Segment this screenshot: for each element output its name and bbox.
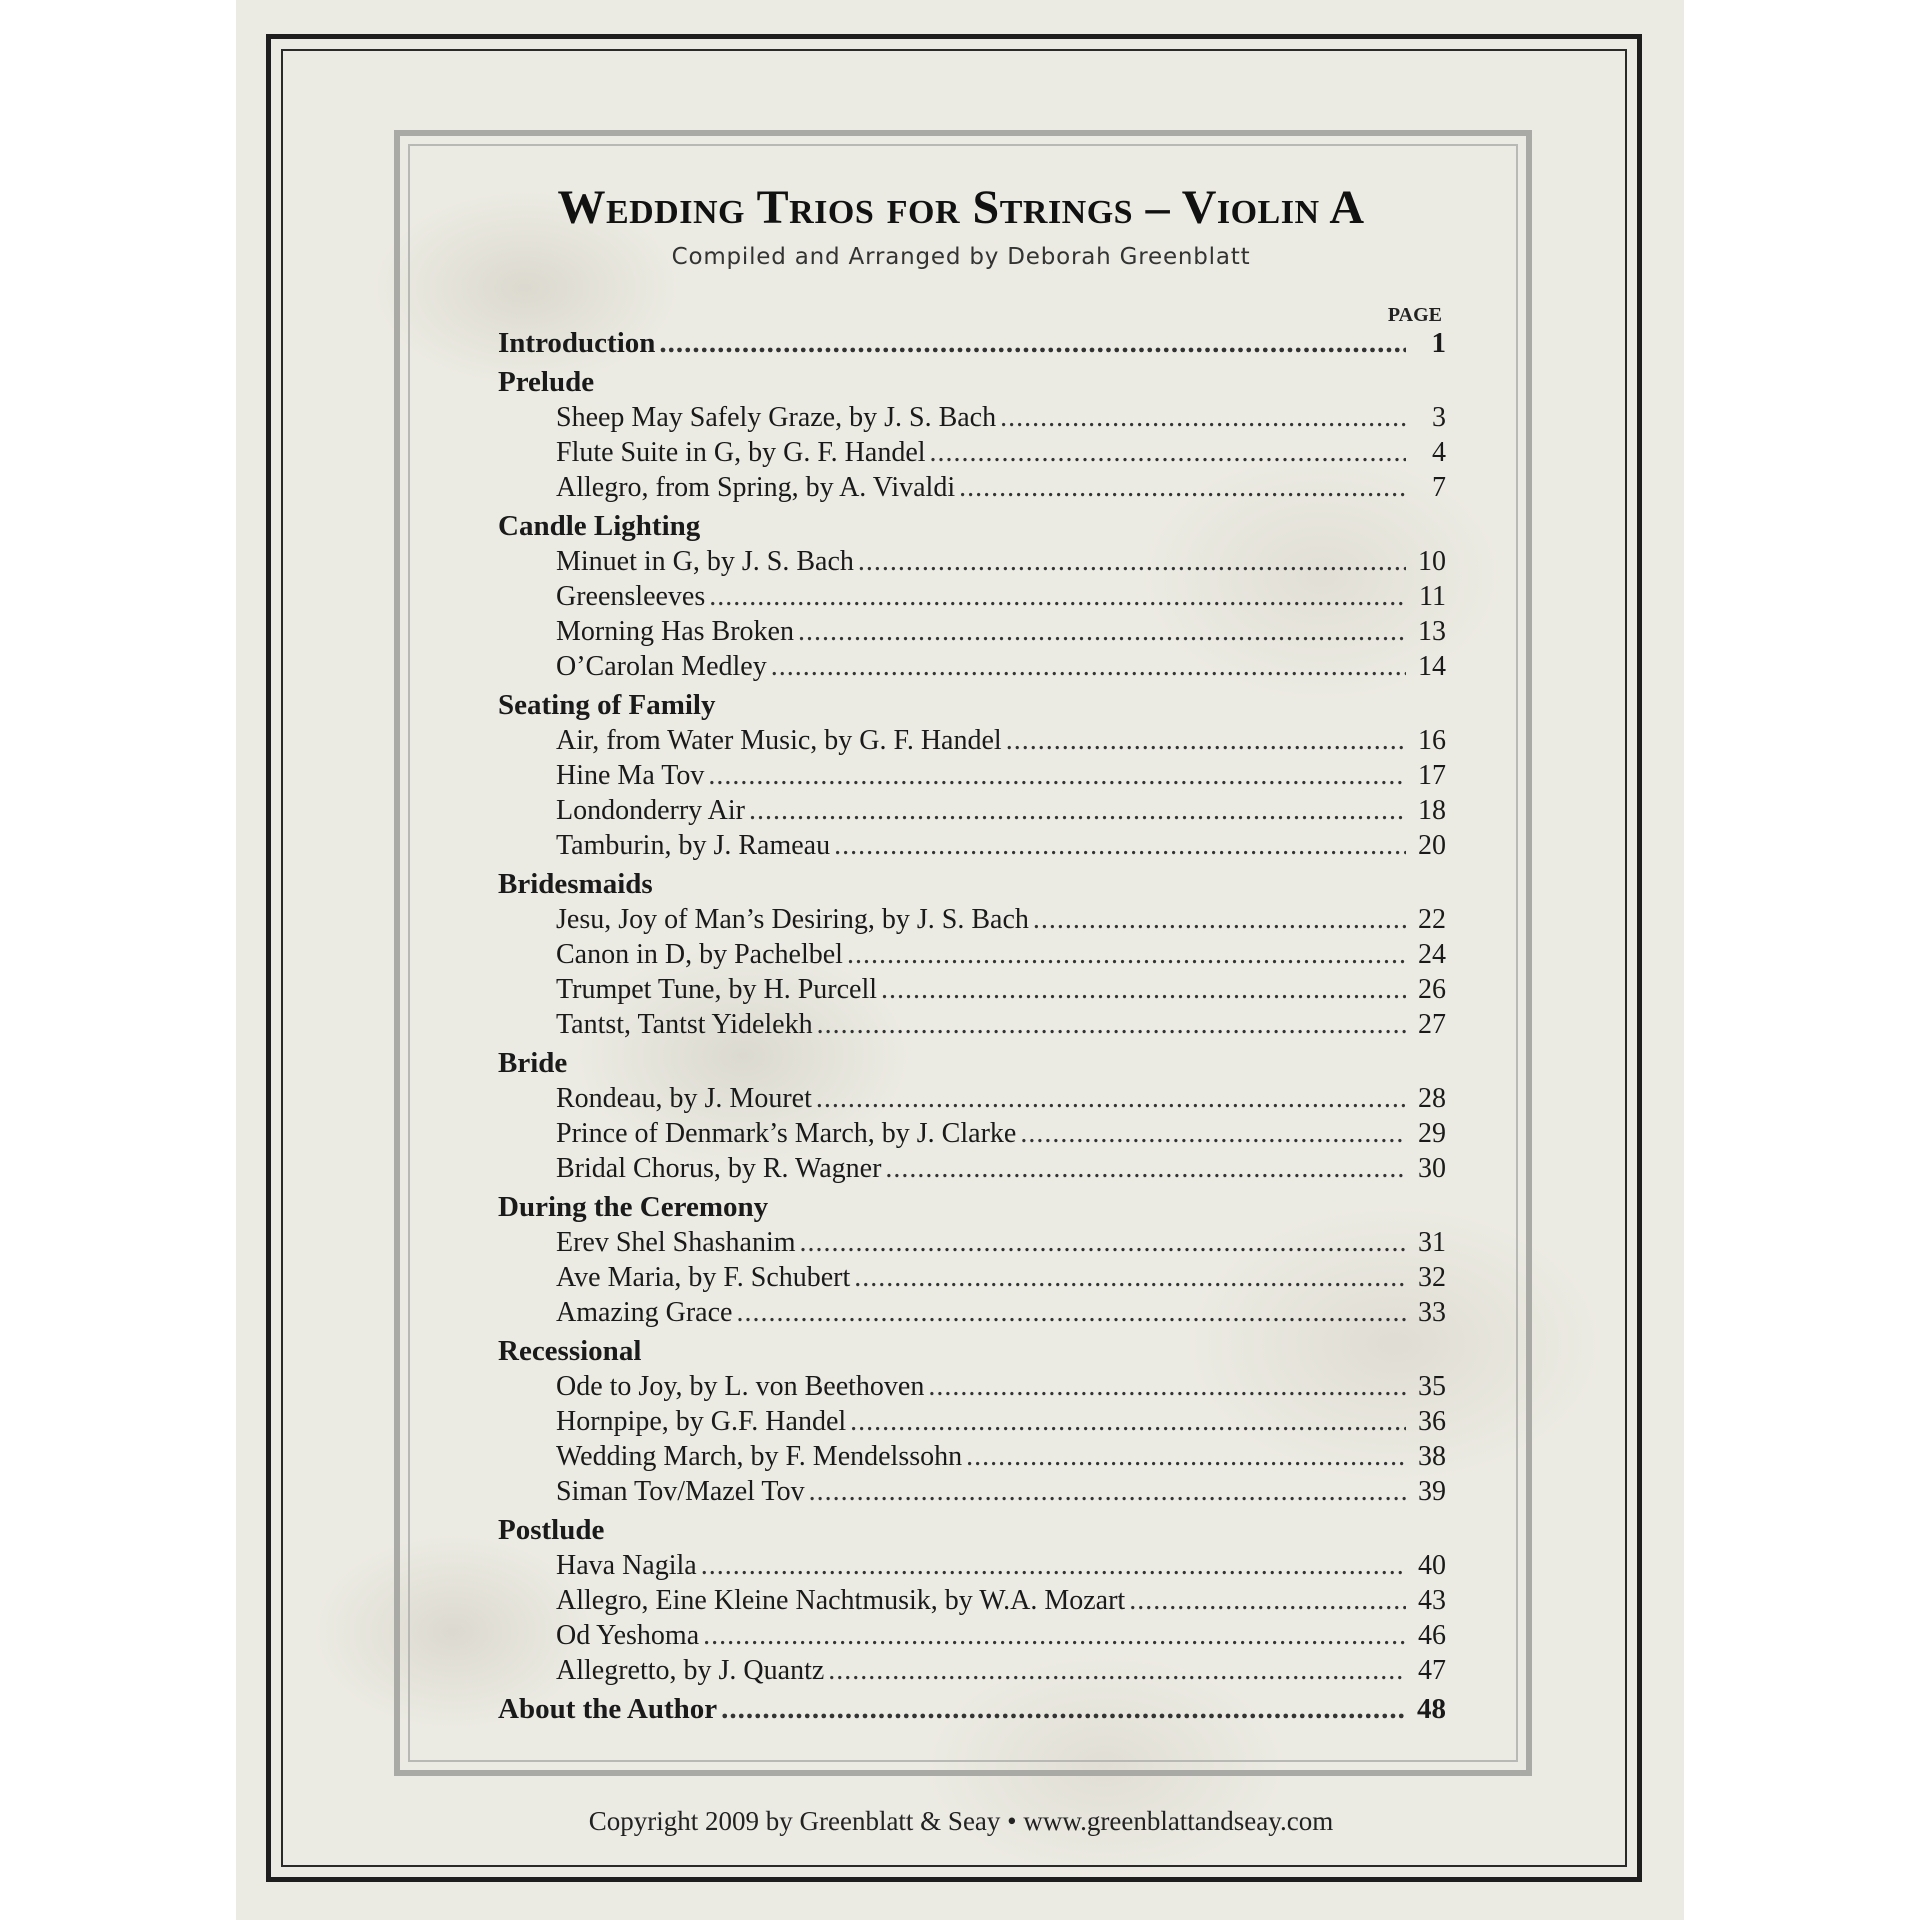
page-title: Wedding Trios for Strings – Violin A bbox=[557, 181, 1365, 234]
toc-page-number: 28 bbox=[1418, 1083, 1446, 1114]
toc-page-number: 22 bbox=[1418, 904, 1446, 935]
copyright-footer: Copyright 2009 by Greenblatt & Seay • www.greenblattandseay.com bbox=[588, 1806, 1334, 1836]
toc-entry-title: O’Carolan Medley bbox=[556, 651, 767, 682]
dot-leader bbox=[1129, 1583, 1406, 1618]
dot-leader bbox=[850, 1404, 1406, 1439]
toc-entry-title: Ode to Joy, by L. von Beethoven bbox=[556, 1371, 925, 1402]
dot-leader bbox=[721, 1692, 1406, 1727]
dot-leader bbox=[858, 544, 1406, 579]
toc-page-number: 35 bbox=[1418, 1371, 1446, 1402]
toc-entry bbox=[498, 1007, 1446, 1042]
toc-entry bbox=[498, 902, 1446, 937]
toc-entry-title: Tantst, Tantst Yidelekh bbox=[556, 1009, 813, 1040]
dot-leader bbox=[1020, 1116, 1406, 1151]
toc-entry-title: Amazing Grace bbox=[556, 1297, 733, 1328]
dot-leader bbox=[1033, 902, 1406, 937]
toc-entry bbox=[498, 435, 1446, 470]
toc-page-number: 24 bbox=[1418, 939, 1446, 970]
toc-page-number: 46 bbox=[1418, 1620, 1446, 1651]
dot-leader bbox=[881, 972, 1406, 1007]
toc-section bbox=[498, 1513, 1446, 1688]
toc-entry bbox=[498, 1295, 1446, 1330]
toc-section-heading: Candle Lighting bbox=[498, 510, 701, 542]
toc-entry-title: Allegretto, by J. Quantz bbox=[556, 1655, 825, 1686]
dot-leader bbox=[708, 758, 1406, 793]
toc-page-number: 29 bbox=[1418, 1118, 1446, 1149]
toc-entry-title: Ave Maria, by F. Schubert bbox=[556, 1262, 851, 1293]
table-of-contents bbox=[498, 322, 1446, 1727]
toc-section-heading: Bride bbox=[498, 1047, 568, 1079]
toc-entry bbox=[498, 793, 1446, 828]
toc-page-number: 3 bbox=[1432, 402, 1446, 433]
toc-page-number: 20 bbox=[1418, 830, 1446, 861]
toc-page-number: 26 bbox=[1418, 974, 1446, 1005]
toc-section-heading: During the Ceremony bbox=[498, 1191, 769, 1223]
toc-page-number: 38 bbox=[1418, 1441, 1446, 1472]
dot-leader bbox=[817, 1007, 1406, 1042]
toc-entry-title: Rondeau, by J. Mouret bbox=[556, 1083, 812, 1114]
toc-section bbox=[498, 1190, 1446, 1330]
toc-page-number: 1 bbox=[1431, 327, 1446, 359]
toc-entry-title: Allegro, from Spring, by A. Vivaldi bbox=[556, 472, 956, 503]
toc-page-number: 33 bbox=[1418, 1297, 1446, 1328]
toc-entry bbox=[498, 1116, 1446, 1151]
toc-entry-title: Jesu, Joy of Man’s Desiring, by J. S. Bach bbox=[556, 904, 1029, 935]
toc-section-heading: Recessional bbox=[498, 1335, 642, 1367]
toc-section bbox=[498, 867, 1446, 1042]
dot-leader bbox=[800, 1225, 1406, 1260]
toc-section-heading: Seating of Family bbox=[498, 689, 716, 721]
toc-entry-title: Flute Suite in G, by G. F. Handel bbox=[556, 437, 926, 468]
toc-page-number: 31 bbox=[1418, 1227, 1446, 1258]
toc-entry-title: Sheep May Safely Graze, by J. S. Bach bbox=[556, 402, 997, 433]
toc-page-number: 16 bbox=[1418, 725, 1446, 756]
toc-entry bbox=[498, 1369, 1446, 1404]
toc-entry-title: Hava Nagila bbox=[556, 1550, 697, 1581]
toc-entry-title: Tamburin, by J. Rameau bbox=[556, 830, 831, 861]
toc-entry-title: Erev Shel Shashanim bbox=[556, 1227, 796, 1258]
toc-entry bbox=[498, 1474, 1446, 1509]
dot-leader bbox=[816, 1081, 1406, 1116]
toc-entry bbox=[498, 470, 1446, 505]
toc-entry bbox=[498, 1151, 1446, 1186]
toc-entry bbox=[498, 1439, 1446, 1474]
toc-entry-title: Morning Has Broken bbox=[556, 616, 794, 647]
document-page bbox=[236, 0, 1684, 1920]
dot-leader bbox=[703, 1618, 1406, 1653]
toc-section-row bbox=[498, 326, 1446, 361]
toc-entry bbox=[498, 579, 1446, 614]
dot-leader bbox=[809, 1474, 1406, 1509]
toc-page-number: 32 bbox=[1418, 1262, 1446, 1293]
dot-leader bbox=[709, 579, 1406, 614]
toc-page-number: 17 bbox=[1418, 760, 1446, 791]
dot-leader bbox=[749, 793, 1406, 828]
dot-leader bbox=[930, 435, 1406, 470]
dot-leader bbox=[854, 1260, 1406, 1295]
toc-entry-title: Prince of Denmark’s March, by J. Clarke bbox=[556, 1118, 1017, 1149]
dot-leader bbox=[701, 1548, 1406, 1583]
dot-leader bbox=[771, 649, 1406, 684]
toc-section bbox=[498, 688, 1446, 863]
toc-page-number: 18 bbox=[1418, 795, 1446, 826]
toc-entry bbox=[498, 828, 1446, 863]
dot-leader bbox=[847, 937, 1406, 972]
dot-leader bbox=[966, 1439, 1406, 1474]
toc-page-number: 39 bbox=[1418, 1476, 1446, 1507]
dot-leader bbox=[834, 828, 1406, 863]
toc-entry-title: Canon in D, by Pachelbel bbox=[556, 939, 843, 970]
dot-leader bbox=[1000, 400, 1406, 435]
toc-section bbox=[498, 1334, 1446, 1509]
toc-page-number: 43 bbox=[1418, 1585, 1446, 1616]
toc-entry-title: Trumpet Tune, by H. Purcell bbox=[556, 974, 878, 1005]
toc-section-row bbox=[498, 1692, 1446, 1727]
toc-entry bbox=[498, 1618, 1446, 1653]
dot-leader bbox=[928, 1369, 1406, 1404]
page-subtitle: Compiled and Arranged by Deborah Greenblatt bbox=[671, 244, 1251, 270]
toc-entry-title: Siman Tov/Mazel Tov bbox=[556, 1476, 805, 1507]
toc-section-heading: Prelude bbox=[498, 366, 595, 398]
toc-entry-title: Air, from Water Music, by G. F. Handel bbox=[556, 725, 1002, 756]
toc-section bbox=[498, 365, 1446, 505]
toc-page-number: 7 bbox=[1432, 472, 1446, 503]
toc-entry bbox=[498, 614, 1446, 649]
toc-entry-title: Od Yeshoma bbox=[556, 1620, 700, 1651]
toc-page-number: 47 bbox=[1418, 1655, 1446, 1686]
toc-page-number: 36 bbox=[1418, 1406, 1446, 1437]
toc-entry bbox=[498, 937, 1446, 972]
toc-entry-title: Hine Ma Tov bbox=[556, 760, 705, 791]
dot-leader bbox=[1006, 723, 1406, 758]
toc-entry-title: Bridal Chorus, by R. Wagner bbox=[556, 1153, 882, 1184]
dot-leader bbox=[885, 1151, 1406, 1186]
toc-page-number: 30 bbox=[1418, 1153, 1446, 1184]
toc-entry bbox=[498, 972, 1446, 1007]
toc-entry bbox=[498, 723, 1446, 758]
toc-entry-title: Greensleeves bbox=[556, 581, 706, 612]
toc-section bbox=[498, 326, 1446, 361]
toc-entry-title: Hornpipe, by G.F. Handel bbox=[556, 1406, 847, 1437]
toc-entry-title: Wedding March, by F. Mendelssohn bbox=[556, 1441, 963, 1472]
toc-section-heading: Introduction bbox=[498, 327, 656, 359]
toc-entry bbox=[498, 1404, 1446, 1439]
toc-page-number: 13 bbox=[1418, 616, 1446, 647]
toc-entry bbox=[498, 544, 1446, 579]
toc-entry bbox=[498, 1583, 1446, 1618]
toc-page-number: 11 bbox=[1419, 581, 1446, 612]
toc-page-number: 27 bbox=[1418, 1009, 1446, 1040]
toc-page-number: 10 bbox=[1418, 546, 1446, 577]
toc-entry bbox=[498, 649, 1446, 684]
toc-section bbox=[498, 1046, 1446, 1186]
toc-entry bbox=[498, 758, 1446, 793]
toc-section-heading: About the Author bbox=[498, 1693, 718, 1725]
toc-section bbox=[498, 1692, 1446, 1727]
toc-page-number: 40 bbox=[1418, 1550, 1446, 1581]
toc-entry bbox=[498, 1260, 1446, 1295]
toc-entry-title: Minuet in G, by J. S. Bach bbox=[556, 546, 854, 577]
toc-page-number: 4 bbox=[1432, 437, 1446, 468]
toc-entry-title: Londonderry Air bbox=[556, 795, 745, 826]
toc-page-number: 14 bbox=[1418, 651, 1446, 682]
toc-page-number: 48 bbox=[1417, 1693, 1446, 1725]
toc-entry bbox=[498, 1653, 1446, 1688]
toc-entry bbox=[498, 1081, 1446, 1116]
toc-section-heading: Bridesmaids bbox=[498, 868, 653, 900]
dot-leader bbox=[828, 1653, 1406, 1688]
toc-entry-title: Allegro, Eine Kleine Nachtmusik, by W.A. Mozart bbox=[556, 1585, 1126, 1616]
dot-leader bbox=[659, 326, 1406, 361]
toc-section-heading: Postlude bbox=[498, 1514, 605, 1546]
toc-entry bbox=[498, 1225, 1446, 1260]
toc-entry bbox=[498, 1548, 1446, 1583]
dot-leader bbox=[959, 470, 1406, 505]
dot-leader bbox=[736, 1295, 1406, 1330]
toc-entry bbox=[498, 400, 1446, 435]
dot-leader bbox=[798, 614, 1406, 649]
toc-section bbox=[498, 509, 1446, 684]
page-column-header: PAGE bbox=[1387, 304, 1442, 326]
